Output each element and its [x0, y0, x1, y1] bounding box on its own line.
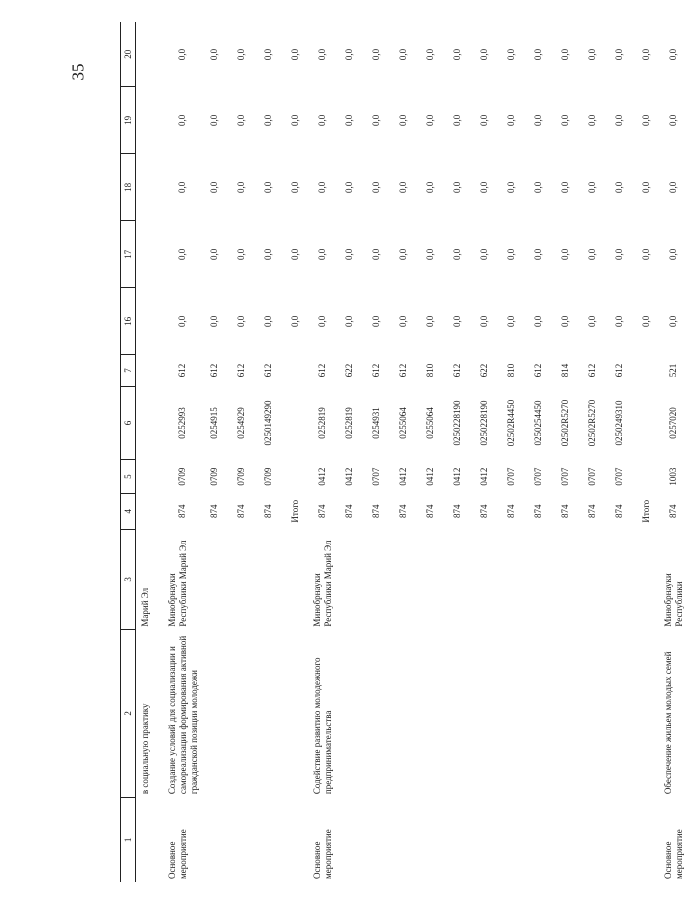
cell-c7: 612	[262, 363, 273, 378]
cell-c17: 0,0	[424, 248, 435, 260]
column-header-18: 18	[121, 154, 136, 221]
cell-c6	[632, 386, 659, 460]
cell-c7	[136, 355, 164, 386]
cell-c6: 0250254450	[532, 400, 543, 446]
cell-c6: 02502R5270	[559, 399, 570, 447]
cell-c18: 0,0	[424, 181, 435, 193]
cell-c4: 874	[586, 504, 597, 518]
cell-c4: 874	[424, 504, 435, 518]
column-header-5: 5	[121, 460, 136, 494]
cell-c16: 0,0	[235, 315, 246, 327]
cell-c5: 0707	[505, 467, 516, 486]
cell-c20: 0,0	[208, 48, 219, 61]
budget-table	[120, 22, 686, 882]
cell-c18: 0,0	[478, 181, 489, 193]
cell-c19: 0,0	[478, 114, 489, 126]
cell-c17: 0,0	[559, 248, 570, 260]
cell-c1	[470, 797, 497, 882]
rotated-table-container	[120, 22, 684, 882]
cell-c19: 0,0	[316, 114, 327, 126]
table-row	[308, 22, 335, 882]
cell-c18: 0,0	[640, 181, 651, 193]
cell-c1	[362, 797, 389, 882]
cell-c18: 0,0	[667, 181, 678, 193]
cell-c18: 0,0	[235, 181, 246, 193]
cell-c17: 0,0	[613, 248, 624, 260]
cell-c19: 0,0	[586, 114, 597, 126]
cell-c16: 0,0	[208, 315, 219, 327]
cell-c16: 0,0	[613, 315, 624, 327]
cell-c17: 0,0	[667, 248, 678, 260]
cell-c19: 0,0	[505, 114, 516, 126]
cell-c18: 0,0	[370, 181, 381, 193]
cell-c6: 0255064	[397, 407, 408, 439]
cell-c4: 874	[316, 504, 327, 518]
page-number: 35	[68, 63, 88, 81]
cell-c6: 0252819	[316, 407, 327, 439]
cell-c20: 0,0	[262, 48, 273, 61]
cell-c7	[281, 355, 308, 386]
cell-c20: 0,0	[370, 48, 381, 61]
cell-c6: 02502R5270	[586, 399, 597, 447]
cell-c4: 874	[370, 504, 381, 518]
cell-c1: Основное мероприятие	[663, 829, 684, 879]
cell-c17: 0,0	[289, 248, 300, 260]
cell-c1: Основное мероприятие	[167, 829, 188, 879]
cell-c19: 0,0	[235, 114, 246, 126]
cell-c3	[389, 529, 416, 630]
cell-c6: 0250228190	[451, 400, 462, 446]
cell-c7: 612	[208, 363, 219, 378]
cell-c17: 0,0	[370, 248, 381, 260]
cell-c17: 0,0	[316, 248, 327, 260]
cell-c19: 0,0	[370, 114, 381, 126]
cell-c18: 0,0	[397, 181, 408, 193]
table-row	[497, 22, 524, 882]
cell-c3	[335, 529, 362, 630]
cell-c17	[136, 221, 164, 288]
cell-c20: 0,0	[397, 48, 408, 61]
cell-c4: 874	[397, 504, 408, 518]
cell-c17: 0,0	[208, 248, 219, 260]
cell-c4: 874	[667, 504, 678, 518]
cell-c5: 0709	[235, 467, 246, 486]
cell-c5: 0709	[176, 467, 187, 486]
cell-c2	[443, 630, 470, 798]
column-header-20: 20	[121, 22, 136, 87]
cell-c7: 612	[532, 363, 543, 378]
cell-c20: 0,0	[289, 48, 300, 61]
cell-c2	[281, 630, 308, 798]
cell-c4: Итого	[289, 499, 300, 523]
cell-c3	[551, 529, 578, 630]
cell-c5	[136, 460, 164, 494]
cell-c2	[524, 630, 551, 798]
cell-c19: 0,0	[667, 114, 678, 126]
cell-c6: 02502R4450	[505, 399, 516, 447]
cell-c1	[578, 797, 605, 882]
header-row	[121, 22, 136, 882]
cell-c7: 521	[667, 363, 678, 378]
cell-c17: 0,0	[478, 248, 489, 260]
cell-c4: 874	[262, 504, 273, 518]
cell-c4: 874	[478, 504, 489, 518]
cell-c2	[362, 630, 389, 798]
cell-c3: Минобрнауки Республики	[663, 573, 684, 627]
cell-c1	[254, 797, 281, 882]
cell-c16: 0,0	[451, 315, 462, 327]
cell-c19: 0,0	[424, 114, 435, 126]
cell-c2	[389, 630, 416, 798]
cell-c5: 0412	[316, 467, 327, 486]
cell-c17: 0,0	[586, 248, 597, 260]
table-row	[136, 22, 164, 882]
cell-c4: 874	[451, 504, 462, 518]
cell-c3	[605, 529, 632, 630]
cell-c18: 0,0	[559, 181, 570, 193]
cell-c7: 622	[478, 363, 489, 378]
cell-c1	[227, 797, 254, 882]
cell-c7	[632, 355, 659, 386]
cell-c20: 0,0	[640, 48, 651, 61]
cell-c17: 0,0	[262, 248, 273, 260]
cell-c1	[200, 797, 227, 882]
cell-c1	[335, 797, 362, 882]
cell-c2	[497, 630, 524, 798]
cell-c3	[254, 529, 281, 630]
cell-c5: 0709	[262, 467, 273, 486]
table-row	[605, 22, 632, 882]
cell-c7: 612	[235, 363, 246, 378]
cell-c16: 0,0	[176, 315, 187, 327]
cell-c16: 0,0	[586, 315, 597, 327]
cell-c1	[605, 797, 632, 882]
cell-c20: 0,0	[451, 48, 462, 61]
cell-c4: 874	[532, 504, 543, 518]
cell-c18: 0,0	[208, 181, 219, 193]
cell-c3	[416, 529, 443, 630]
cell-c3	[578, 529, 605, 630]
cell-c20: 0,0	[505, 48, 516, 61]
cell-c2: Создание условий для социализации и самореализации формирования активной гражданской позиции молодежи	[167, 635, 199, 795]
cell-c6	[136, 386, 164, 460]
cell-c20: 0,0	[586, 48, 597, 61]
cell-c19: 0,0	[343, 114, 354, 126]
cell-c5: 1003	[667, 467, 678, 486]
cell-c6: 0250228190	[478, 400, 489, 446]
table-row	[389, 22, 416, 882]
cell-c16: 0,0	[316, 315, 327, 327]
cell-c7: 612	[586, 363, 597, 378]
cell-c16: 0,0	[478, 315, 489, 327]
cell-c3	[227, 529, 254, 630]
cell-c6: 0254929	[235, 407, 246, 439]
cell-c18	[136, 154, 164, 221]
cell-c5	[281, 460, 308, 494]
cell-c20: 0,0	[559, 48, 570, 61]
column-header-4: 4	[121, 493, 136, 529]
cell-c1	[443, 797, 470, 882]
cell-c7: 612	[316, 363, 327, 378]
cell-c6: 0250249310	[613, 400, 624, 446]
cell-c16: 0,0	[370, 315, 381, 327]
cell-c17: 0,0	[397, 248, 408, 260]
column-header-16: 16	[121, 288, 136, 355]
cell-c4: 874	[613, 504, 624, 518]
cell-c5: 0412	[478, 467, 489, 486]
cell-c19: 0,0	[289, 114, 300, 126]
cell-c1: Основное мероприятие	[312, 829, 333, 879]
cell-c20: 0,0	[667, 48, 678, 61]
cell-c4: 874	[176, 504, 187, 518]
cell-c7: 622	[343, 363, 354, 378]
cell-c3	[200, 529, 227, 630]
cell-c2	[254, 630, 281, 798]
table-row	[470, 22, 497, 882]
cell-c1	[497, 797, 524, 882]
cell-c6: 0257020	[667, 407, 678, 439]
cell-c1	[416, 797, 443, 882]
cell-c7: 612	[613, 363, 624, 378]
cell-c2	[227, 630, 254, 798]
table-row	[416, 22, 443, 882]
cell-c6: 0252819	[343, 407, 354, 439]
cell-c5: 0412	[424, 467, 435, 486]
cell-c18: 0,0	[343, 181, 354, 193]
cell-c19: 0,0	[559, 114, 570, 126]
column-header-7: 7	[121, 355, 136, 386]
cell-c6: 0252993	[176, 407, 187, 439]
cell-c19	[136, 87, 164, 154]
cell-c18: 0,0	[505, 181, 516, 193]
cell-c20: 0,0	[478, 48, 489, 61]
cell-c6: 0254915	[208, 407, 219, 439]
cell-c5: 0412	[451, 467, 462, 486]
cell-c7: 612	[176, 363, 187, 378]
column-header-2: 2	[121, 630, 136, 798]
cell-c6: 0250149290	[262, 400, 273, 446]
cell-c19: 0,0	[208, 114, 219, 126]
cell-c17: 0,0	[176, 248, 187, 260]
cell-c2	[335, 630, 362, 798]
cell-c4: Итого	[640, 499, 651, 523]
table-row	[200, 22, 227, 882]
cell-c3	[524, 529, 551, 630]
cell-c5: 0709	[208, 467, 219, 486]
cell-c2	[470, 630, 497, 798]
cell-c2	[605, 630, 632, 798]
cell-c18: 0,0	[262, 181, 273, 193]
cell-c20: 0,0	[424, 48, 435, 61]
cell-c3: Минобрнауки Республики Марий Эл	[167, 540, 188, 627]
cell-c3	[632, 529, 659, 630]
cell-c4	[136, 493, 164, 529]
cell-c16: 0,0	[343, 315, 354, 327]
cell-c20: 0,0	[532, 48, 543, 61]
cell-c16: 0,0	[559, 315, 570, 327]
cell-c18: 0,0	[532, 181, 543, 193]
cell-c1	[389, 797, 416, 882]
table-row	[163, 22, 200, 882]
cell-c20: 0,0	[343, 48, 354, 61]
cell-c19: 0,0	[262, 114, 273, 126]
cell-c7: 612	[397, 363, 408, 378]
cell-c2	[551, 630, 578, 798]
cell-c3	[362, 529, 389, 630]
table-row	[227, 22, 254, 882]
cell-c3	[443, 529, 470, 630]
table-row	[578, 22, 605, 882]
cell-c4: 874	[343, 504, 354, 518]
cell-c5: 0707	[586, 467, 597, 486]
cell-c2: Обеспечение жильем молодых семей	[663, 651, 673, 795]
cell-c19: 0,0	[640, 114, 651, 126]
cell-c17: 0,0	[505, 248, 516, 260]
cell-c19: 0,0	[613, 114, 624, 126]
cell-c18: 0,0	[176, 181, 187, 193]
cell-c4: 874	[235, 504, 246, 518]
cell-c20: 0,0	[613, 48, 624, 61]
cell-c4: 874	[208, 504, 219, 518]
cell-c16: 0,0	[262, 315, 273, 327]
cell-c20: 0,0	[235, 48, 246, 61]
cell-c20: 0,0	[176, 48, 187, 61]
column-header-6: 6	[121, 386, 136, 460]
table-row	[632, 22, 659, 882]
cell-c5: 0707	[559, 467, 570, 486]
cell-c6: 0255064	[424, 407, 435, 439]
cell-c3	[470, 529, 497, 630]
cell-c19: 0,0	[451, 114, 462, 126]
table-row	[659, 22, 686, 882]
cell-c2: Содействие развитию молодежного предпринимательства	[312, 657, 333, 795]
cell-c7: 612	[370, 363, 381, 378]
cell-c4: 874	[505, 504, 516, 518]
table-row	[524, 22, 551, 882]
cell-c3	[497, 529, 524, 630]
cell-c16: 0,0	[640, 315, 651, 327]
cell-c3	[281, 529, 308, 630]
cell-c16: 0,0	[289, 315, 300, 327]
cell-c1	[524, 797, 551, 882]
cell-c18: 0,0	[289, 181, 300, 193]
cell-c5	[632, 460, 659, 494]
cell-c1	[632, 797, 659, 882]
cell-c18: 0,0	[316, 181, 327, 193]
table-row	[335, 22, 362, 882]
cell-c2	[416, 630, 443, 798]
cell-c17: 0,0	[532, 248, 543, 260]
column-header-17: 17	[121, 221, 136, 288]
cell-c6: 0254931	[370, 407, 381, 439]
cell-c20: 0,0	[316, 48, 327, 61]
cell-c16: 0,0	[667, 315, 678, 327]
cell-c18: 0,0	[613, 181, 624, 193]
cell-c1	[281, 797, 308, 882]
table-row	[551, 22, 578, 882]
cell-c19: 0,0	[176, 114, 187, 126]
column-header-19: 19	[121, 87, 136, 154]
cell-c7: 814	[559, 363, 570, 378]
cell-c6	[281, 386, 308, 460]
cell-c5: 0412	[397, 467, 408, 486]
cell-c16: 0,0	[397, 315, 408, 327]
cell-c2	[632, 630, 659, 798]
column-header-1: 1	[121, 797, 136, 882]
cell-c1	[136, 797, 164, 882]
cell-c16: 0,0	[424, 315, 435, 327]
cell-c18: 0,0	[451, 181, 462, 193]
column-header-3: 3	[121, 529, 136, 630]
cell-c2: в социальную практику	[140, 703, 150, 795]
cell-c5: 0412	[343, 467, 354, 486]
cell-c19: 0,0	[397, 114, 408, 126]
cell-c5: 0707	[613, 467, 624, 486]
cell-c18: 0,0	[586, 181, 597, 193]
cell-c19: 0,0	[532, 114, 543, 126]
cell-c1	[551, 797, 578, 882]
cell-c16: 0,0	[505, 315, 516, 327]
cell-c16	[136, 288, 164, 355]
cell-c3: Марий Эл	[140, 587, 150, 627]
cell-c2	[578, 630, 605, 798]
cell-c3: Минобрнауки Республики Марий Эл	[312, 540, 333, 627]
cell-c2	[200, 630, 227, 798]
table-row	[254, 22, 281, 882]
cell-c16: 0,0	[532, 315, 543, 327]
cell-c17: 0,0	[343, 248, 354, 260]
table-row	[281, 22, 308, 882]
cell-c7: 810	[424, 363, 435, 378]
table-row	[443, 22, 470, 882]
cell-c7: 612	[451, 363, 462, 378]
cell-c17: 0,0	[640, 248, 651, 260]
cell-c17: 0,0	[451, 248, 462, 260]
cell-c7: 810	[505, 363, 516, 378]
cell-c5: 0707	[532, 467, 543, 486]
cell-c4: 874	[559, 504, 570, 518]
cell-c17: 0,0	[235, 248, 246, 260]
table-row	[362, 22, 389, 882]
cell-c20	[136, 22, 164, 87]
cell-c5: 0707	[370, 467, 381, 486]
